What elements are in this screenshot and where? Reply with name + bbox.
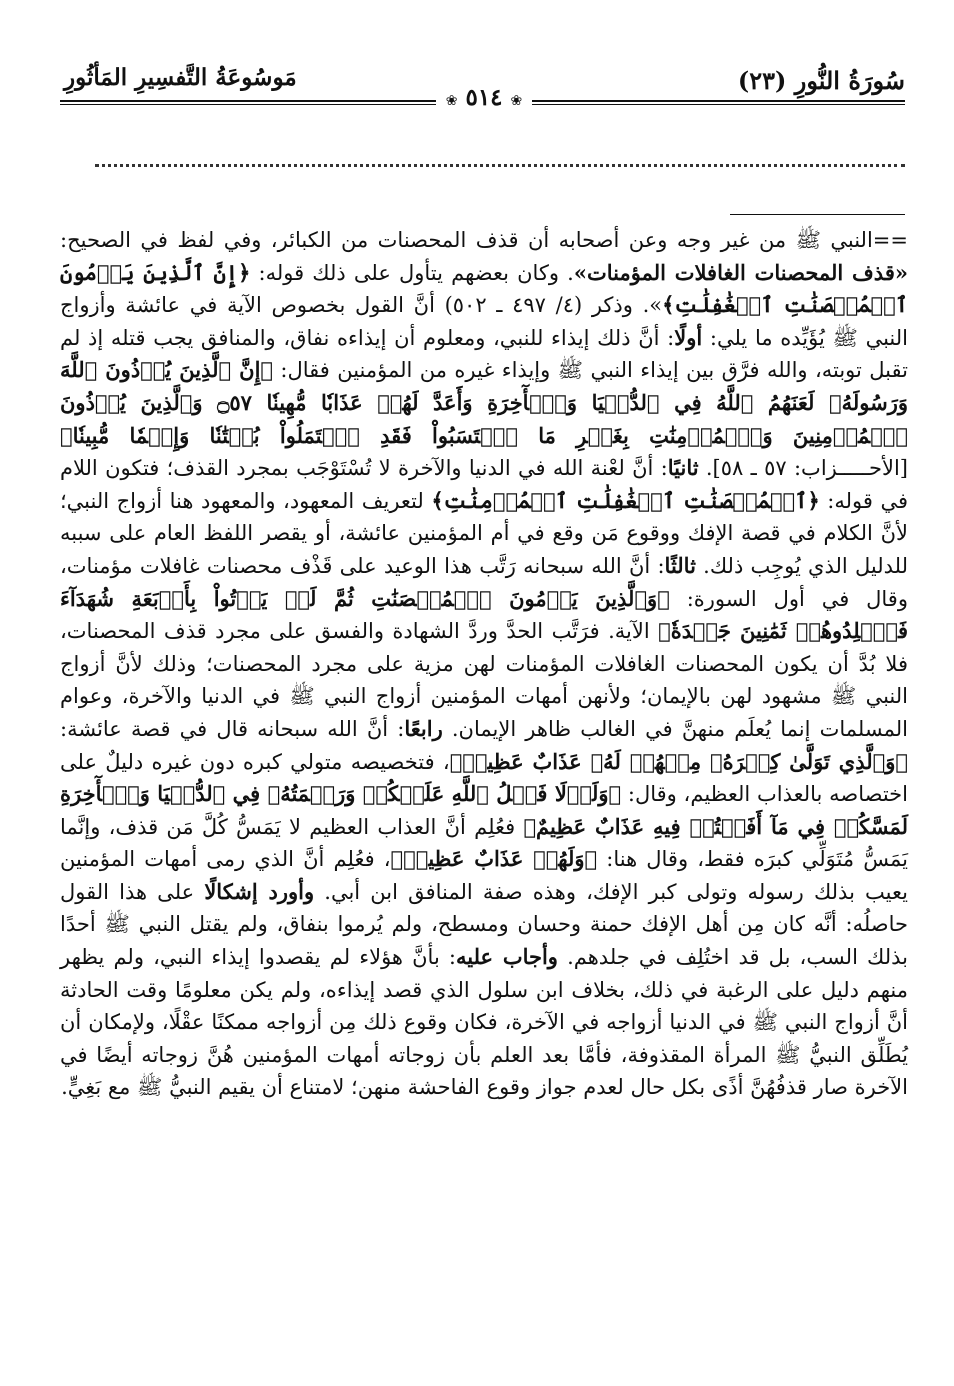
verse-number: (٢٣) — [737, 66, 787, 95]
omitted-content-dots — [95, 164, 905, 167]
footnote-paragraph: ==النبي ﷺ من غير وجه وعن أصحابه أن قذف المحصنات من الكبائر، وفي لفظ في الصحيح: «قذف المحصنات الغافلات المؤمنات». وكان بعضهم يتأول على ذلك قوله: ﴿إِنَّ ٱلَّذِينَ يَرۡمُونَ ٱلۡمُحۡصَنَٰتِ ٱلۡغَٰفِلَٰتِ﴾». وذكر (٤/ ٤٩٧ ـ ٥٠٢) أنَّ القول بخصوص الآية في عائشة وأزواج النبي ﷺ يُؤَيِّده ما يلي: أولًا: أنَّ ذلك إيذاء للنبي، ومعلوم أن إيذاءه نفاق، والمنافق يجب قتله إذ لم تقبل توبته، والله فرَّق بين إيذاء النبي ﷺ وإيذاء غيره من المؤمنين فقال: ﴿إِنَّ ٱلَّذِينَ يُؤۡذُونَ ٱللَّهَ وَرَسُولَهُۥ لَعَنَهُمُ ٱللَّهُ فِي ٱلدُّنۡيَا وَٱلۡأٓخِرَةِ وَأَعَدَّ لَهُمۡ عَذَابٗا مُّهِينٗا ۝٥٧ وَٱلَّذِينَ يُؤۡذُونَ ٱلۡمُؤۡمِنِينَ وَٱلۡمُؤۡمِنَٰتِ بِغَيۡرِ مَا ٱكۡتَسَبُواْ فَقَدِ ٱحۡتَمَلُواْ بُهۡتَٰنٗا وَإِثۡمٗا مُّبِينٗا﴾ [الأحـــــزاب: ٥٧ ـ ٥٨]. ثانيًا: أنَّ لعْنة الله في الدنيا والآخرة لا تُسْتَوْجَب بمجرد القذف؛ فتكون اللام في قوله: ﴿ٱلۡمُحۡصَنَٰتِ ٱلۡغَٰفِلَٰتِ ٱلۡمُؤۡمِنَٰتِ﴾ لتعريف المعهود، والمعهود هنا أزواج النبي؛ لأنَّ الكلام في قصة الإفك ووقوع مَن وقع في أم المؤمنين عائشة، أو يقصر اللفظ العام على سببه للدليل الذي يُوجِب ذلك. ثالثًا: أنَّ الله سبحانه رَتَّب هذا الوعيد على قَذْف محصنات غافلات مؤمنات، وقال في أول السورة: ﴿وَٱلَّذِينَ يَرۡمُونَ ٱلۡمُحۡصَنَٰتِ ثُمَّ لَمۡ يَأۡتُواْ بِأَرۡبَعَةِ شُهَدَآءَ فَٱجۡلِدُوهُمۡ ثَمَٰنِينَ جَلۡدَةٗ﴾ الآية. فرَتَّب الحدَّ وردَّ الشهادة والفسق على مجرد قذف المحصنات، فلا بُدَّ أن يكون المحصنات الغافلات المؤمنات لهن مزية على مجرد المحصنات؛ وذلك لأنَّ أزواج النبي ﷺ مشهود لهن بالإيمان؛ ولأنهن أمهات المؤمنين أزواج النبي ﷺ في الدنيا والآخرة، وعوام المسلمات إنما يُعلَم منهنَّ في الغالب ظاهر الإيمان. رابعًا: أنَّ الله سبحانه قال في قصة عائشة: ﴿وَٱلَّذِي تَوَلَّىٰ كِبۡرَهُۥ مِنۡهُمۡ لَهُۥ عَذَابٌ عَظِيمٞ﴾، فتخصيصه متولي كبره دون غيره دليلٌ على اختصاصه بالعذاب العظيم، وقال: ﴿وَلَوۡلَا فَضۡلُ ٱللَّهِ عَلَيۡكُمۡ وَرَحۡمَتُهُۥ فِي ٱلدُّنۡيَا وَٱلۡأٓخِرَةِ لَمَسَّكُمۡ فِي مَآ أَفَضۡتُمۡ فِيهِ عَذَابٌ عَظِيمٌ﴾ فعُلِم أنَّ العذاب العظيم لا يَمَسُّ كُلَّ مَن قذف، وإنَّما يَمَسُّ مُتَوَلِّي كبرَه فقط، وقال هنا: ﴿وَلَهُمۡ عَذَابٌ عَظِيمٞ﴾، فعُلِم أنَّ الذي رمى أمهات المؤمنين يعيب بذلك رسوله وتولى كبر الإفك، وهذه صفة المنافق ابن أبي. وأورد إشكالًا على هذا القول حاصلُه: أنَّه كان مِن أهل الإفك حمنة وحسان ومسطح، ولم يُرموا بنفاق، ولم يقتل النبي ﷺ أحدًا بذلك السب، بل قد اختُلِف في جلدهم. وأجاب عليه: بأنَّ هؤلاء لم يقصدوا إيذاء النبي، ولم يظهر منهم دليل على الرغبة في ذلك، بخلاف ابن سلول الذي قصد إيذاءه، ولم يكن معلومًا وقت الحادثة أنَّ أزواج النبي ﷺ في الدنيا أزواجه في الآخرة، فكان وقوع ذلك مِن أزواجه ممكنًا عقْلًا، ولإمكان أن يُطَلِّق النبيُّ ﷺ المرأة المقذوفة، فأمَّا بعد العلم بأن زوجاته أمهات المؤمنين هُنَّ زوجاته أيضًا في الآخرة صار قذفُهُنَّ أذًى بكل حال لعدم جواز وقوع الفاحشة منهن؛ لامتناع أن يقيم النبيُّ ﷺ مع بَغِيٍّ. — [60, 228, 909, 1100]
page-header — [60, 56, 905, 116]
quran-quote: ﴿ٱلۡمُحۡصَنَٰتِ ٱلۡغَٰفِلَٰتِ ٱلۡمُؤۡمِنَٰتِ﴾ — [431, 487, 820, 513]
ornament-icon: ❀ — [510, 93, 523, 109]
point-label: وأورد إشكالًا — [204, 878, 315, 904]
quran-quote: ﴿إِنَّ ٱلَّذِينَ يَرۡمُونَ ٱلۡمُحۡصَنَٰتِ ٱلۡغَٰفِلَٰتِ﴾ — [60, 259, 908, 318]
page-number-box — [436, 84, 532, 111]
quran-quote: ﴿وَٱلَّذِي تَوَلَّىٰ كِبۡرَهُۥ مِنۡهُمۡ لَهُۥ عَذَابٌ عَظِيمٞ﴾ — [449, 748, 908, 774]
quran-quote: ﴿وَلَهُمۡ عَذَابٌ عَظِيمٞ﴾ — [390, 846, 598, 872]
point-label: وأجاب عليه — [455, 944, 558, 970]
surah-title: سُورَةُ النُّورِ — [794, 66, 905, 95]
ornament-icon: ❀ — [445, 93, 458, 109]
quran-quote: ﴿وَلَوۡلَا فَضۡلُ ٱللَّهِ عَلَيۡكُمۡ وَرَحۡمَتُهُۥ فِي ٱلدُّنۡيَا وَٱلۡأٓخِرَةِ لَمَسَّكُمۡ فِي مَآ أَفَضۡتُمۡ فِيهِ عَذَابٌ عَظِيمٌ﴾ — [60, 781, 908, 839]
page-number: ٥١٤ — [465, 84, 503, 111]
hadith-quote: «قذف المحصنات الغافلات المؤمنات» — [573, 259, 908, 285]
point-label: أولًا — [674, 324, 703, 350]
point-label: ثانيًا — [667, 455, 699, 481]
footnote-text — [60, 224, 908, 1104]
footnote-separator — [730, 214, 905, 215]
book-title: مَوسُوعَةُ التَّفسِيرِ المَأثُورِ — [64, 64, 297, 91]
continuation-mark: == — [872, 228, 908, 252]
quran-quote: ﴿وَٱلَّذِينَ يَرۡمُونَ ٱلۡمُحۡصَنَٰتِ ثُمَّ لَمۡ يَأۡتُواْ بِأَرۡبَعَةِ شُهَدَآءَ فَٱجۡلِدُوهُمۡ ثَمَٰنِينَ جَلۡدَةٗ﴾ — [60, 585, 908, 644]
point-label: رابعًا — [404, 715, 443, 741]
point-label: ثالثًا — [664, 552, 696, 578]
quran-quote: ﴿إِنَّ ٱلَّذِينَ يُؤۡذُونَ ٱللَّهَ وَرَسُولَهُۥ لَعَنَهُمُ ٱللَّهُ فِي ٱلدُّنۡيَا وَٱلۡأٓخِرَةِ وَأَعَدَّ لَهُمۡ عَذَابٗا مُّهِينٗا ۝٥٧ وَٱلَّذِينَ يُؤۡذُونَ ٱلۡمُؤۡمِنِينَ وَٱلۡمُؤۡمِنَٰتِ بِغَيۡرِ مَا ٱكۡتَسَبُواْ فَقَدِ ٱحۡتَمَلُواْ بُهۡتَٰنٗا وَإِثۡمٗا مُّبِينٗا﴾ — [60, 357, 908, 448]
running-head-surah — [738, 66, 905, 95]
